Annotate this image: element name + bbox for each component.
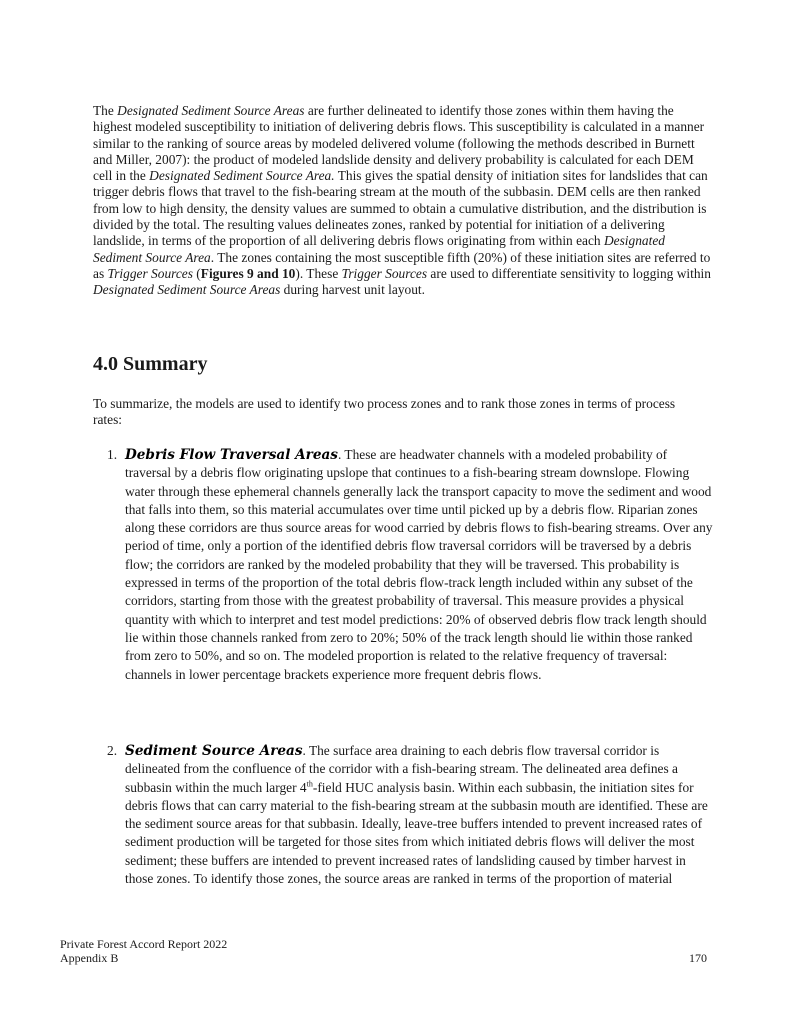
italic-term: Designated Sediment Source Area	[93, 233, 665, 265]
text-run: are used to differentiate sensitivity to logging within	[427, 265, 711, 281]
list-term: Sediment Source Areas	[125, 743, 303, 759]
italic-term: Trigger Sources	[341, 265, 428, 281]
footer-report-title: Private Forest Accord Report 2022	[60, 937, 228, 951]
list-number: 1.	[107, 447, 118, 462]
text-run: are further delineated to identify those zones within them having the highest modeled susceptibility to initiation of delivering debris flows. This susceptibility is calculated in a manner similar to the ranking of source areas by modeled delivered volume (following the methods described in Burnett and Miller, 2007): the product of modeled landslide density and delivery probability is calculated for each DEM cell in the	[93, 103, 705, 184]
text-run: . The zones containing the most susceptible fifth (20%) of these initiation sites are referred to as	[93, 249, 711, 281]
superscript: th	[306, 779, 313, 789]
summary-intro: To summarize, the models are used to identify two process zones and to rank those zones in terms of process rates:	[93, 396, 676, 428]
text-run: This gives the spatial density of initiation sites for landslides that can trigger debris flows that travel to the fish-bearing stream at the mouth of the subbasin. DEM cells are then ranked from low to high density, the density values are summed to obtain a cumulative distribution, and the distribution is divided by the total. The resulting values delineates zones, ranked by potential for initiation of a delivering landslide, in terms of the proportion of all delivering debris flows originating from within each	[93, 168, 708, 249]
list-term: Debris Flow Traversal Areas	[125, 447, 338, 463]
list-text: . These are headwater channels with a modeled probability of traversal by a debris flow originating upslope that continues to a fish-bearing stream downslope. Flowing water through these ephemeral channels generally lack the transport capacity to move the sediment and wood that falls into them, so this material accumulates over time until picked up by a debris flow. Riparian zones along these corridors are thus source areas for wood carried by debris flows to fish-bearing streams. Over any period of time, only a portion of the identified debris flow traversal corridors will be traversed by a debris flow; the corridors are ranked by the modeled probability that they will be traversed. This probability is expressed in terms of the proportion of the total debris flow-track length included within any subset of the corridors, starting from those with the greatest probability of traversal. This measure provides a physical quantity with which to interpret and test model predictions: 20% of observed debris flow track length should lie within those channels ranked from zero to 20%; 50% of the track length should lie within those ranked from zero to 50%, and so on. The modeled proportion is related to the relative frequency of traversal: channels in lower percentage brackets experience more frequent debris flows.	[125, 447, 713, 682]
footer-report-info	[60, 937, 227, 965]
italic-term: Designated Sediment Source Areas	[117, 103, 305, 118]
section-heading: 4.0 Summary	[93, 353, 208, 375]
process-zone-list	[93, 446, 713, 684]
list-item	[93, 742, 713, 888]
text-run: The	[93, 103, 118, 118]
text-run: (	[192, 265, 201, 281]
italic-term: Trigger Sources	[107, 265, 193, 281]
list-item	[93, 446, 713, 684]
process-zone-list-2	[93, 742, 713, 888]
footer-appendix: Appendix B	[60, 951, 119, 965]
intro-paragraph	[93, 103, 711, 299]
text-run: during harvest unit layout.	[280, 282, 425, 298]
list-number: 2.	[107, 743, 118, 758]
text-run: ). These	[295, 265, 342, 281]
italic-term: Designated Sediment Source Area.	[149, 168, 335, 184]
list-text: . The surface area draining to each debris flow traversal corridor is delineated from the confluence of the corridor with a fish-bearing stream. The delineated area defines a subbasin within the much larger 4	[125, 743, 678, 795]
figure-reference: Figures 9 and 10	[200, 265, 296, 281]
italic-term: Designated Sediment Source Areas	[93, 282, 281, 298]
page-number: 170	[689, 951, 707, 965]
list-text: -field HUC analysis basin. Within each subbasin, the initiation sites for debris flows that can carry material to the fish-bearing stream at the subbasin mouth are identified. These are the sediment source areas for that subbasin. Ideally, leave-tree buffers intended to prevent increased rates of sediment production will be targeted for those sites from which initiated debris flows will deliver the most sediment; these buffers are intended to prevent increased rates of landsliding caused by timber harvest in those zones. To identify those zones, the source areas are ranked in terms of the proportion of material	[125, 779, 708, 887]
